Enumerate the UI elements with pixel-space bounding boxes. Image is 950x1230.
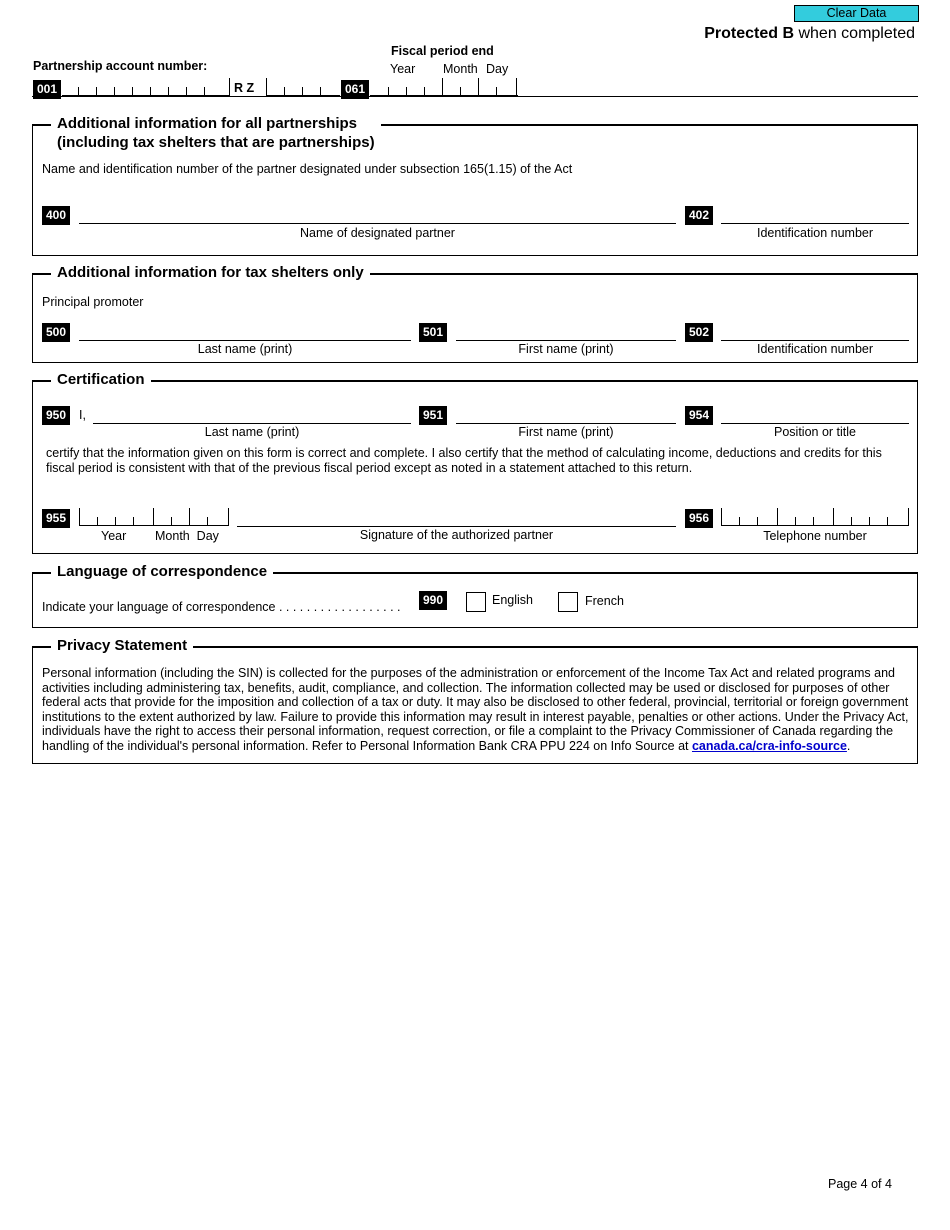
fiscal-day-label: Day bbox=[486, 62, 509, 76]
code-951: 951 bbox=[419, 406, 447, 425]
partnerships-section bbox=[32, 115, 918, 256]
promoter-id-input[interactable] bbox=[721, 340, 909, 341]
promoter-id-label: Identification number bbox=[756, 342, 874, 356]
code-502: 502 bbox=[685, 323, 713, 342]
certifier-last-name-input[interactable] bbox=[93, 423, 411, 424]
certifier-position-input[interactable] bbox=[721, 423, 909, 424]
promoter-last-name-input[interactable] bbox=[79, 340, 411, 341]
promoter-first-name-input[interactable] bbox=[456, 340, 676, 341]
language-prompt: Indicate your language of correspondence . . . . . . . . . . . . . . . . . . bbox=[42, 600, 401, 614]
code-500: 500 bbox=[42, 323, 70, 342]
rz-program-identifier: R Z bbox=[234, 81, 255, 95]
code-001: 001 bbox=[33, 80, 61, 99]
french-label: French bbox=[585, 594, 624, 608]
certifier-first-name-label: First name (print) bbox=[518, 425, 614, 439]
code-990: 990 bbox=[419, 591, 447, 610]
code-400: 400 bbox=[42, 206, 70, 225]
code-061: 061 bbox=[341, 80, 369, 99]
fiscal-year-label: Year bbox=[390, 62, 416, 76]
designated-partner-intro: Name and identification number of the partner designated under subsection 165(1.15) of the Act bbox=[42, 162, 573, 176]
account-number-input[interactable] bbox=[62, 82, 230, 96]
english-checkbox[interactable] bbox=[466, 592, 486, 612]
promoter-first-name-label: First name (print) bbox=[518, 342, 614, 356]
language-section bbox=[32, 563, 918, 628]
certifier-last-name-label: Last name (print) bbox=[204, 425, 300, 439]
fiscal-period-end-label: Fiscal period end bbox=[391, 44, 494, 58]
clear-data-button[interactable]: Clear Data bbox=[794, 5, 919, 22]
promoter-last-name-label: Last name (print) bbox=[197, 342, 293, 356]
english-label: English bbox=[492, 593, 533, 607]
code-954: 954 bbox=[685, 406, 713, 425]
partner-signature-input[interactable] bbox=[237, 526, 676, 527]
privacy-statement: Personal information (including the SIN) is collected for the purposes of the administration or enforcement of the Income Tax Act and related programs and activities including administering tax, benefits, audit, compliance, and collection. The information collected may be used or disclosed for purposes of other federal acts that provide for the imposition and collection of a tax or duty. It may also be disclosed to other federal, provincial, territorial or foreign government institutions to the extent authorized by law. Failure to provide this information may result in interest payable, penalties or other actions. Under the Privacy Act, individuals have the right to access their personal information, request correction, or file a complaint to the Privacy Commissioner of Canada regarding the handling of the individual's personal information. Refer to Personal Information Bank CRA PPU 224 on Info Source at canada.ca/cra-info-source. bbox=[42, 666, 909, 753]
principal-promoter-label: Principal promoter bbox=[42, 295, 144, 309]
certifier-position-label: Position or title bbox=[774, 425, 856, 439]
privacy-section-title: Privacy Statement bbox=[51, 636, 193, 655]
certification-statement: certify that the information given on this form is correct and complete. I also certify that the method of calculating income, deductions and credits for this fiscal period is consistent with that of the previous fiscal period except as noted in a statement attached to this return. bbox=[46, 446, 882, 475]
code-955: 955 bbox=[42, 509, 70, 528]
designated-partner-name-input[interactable] bbox=[79, 223, 676, 224]
certification-section-title: Certification bbox=[51, 370, 151, 389]
certifier-first-name-input[interactable] bbox=[456, 423, 676, 424]
signature-year-label: Year bbox=[101, 529, 127, 543]
account-reference-input[interactable] bbox=[266, 82, 340, 96]
telephone-number-label: Telephone number bbox=[763, 529, 867, 543]
partnership-account-label: Partnership account number: bbox=[33, 59, 208, 73]
cra-info-source-link[interactable]: canada.ca/cra-info-source bbox=[691, 738, 847, 753]
certification-section bbox=[32, 371, 918, 554]
protected-b-notice: Protected B when completed bbox=[704, 25, 915, 42]
signature-date-input[interactable] bbox=[79, 512, 229, 526]
tax-shelters-section bbox=[32, 264, 918, 363]
code-950: 950 bbox=[42, 406, 70, 425]
privacy-section bbox=[32, 637, 918, 764]
designated-partner-id-input[interactable] bbox=[721, 223, 909, 224]
code-501: 501 bbox=[419, 323, 447, 342]
french-checkbox[interactable] bbox=[558, 592, 578, 612]
designated-partner-name-label: Name of designated partner bbox=[300, 226, 455, 240]
code-956: 956 bbox=[685, 509, 713, 528]
page-number: Page 4 of 4 bbox=[828, 1177, 892, 1191]
tax-shelters-section-title: Additional information for tax shelters only bbox=[51, 263, 370, 282]
designated-partner-id-label: Identification number bbox=[756, 226, 874, 240]
code-402: 402 bbox=[685, 206, 713, 225]
certification-i-prefix: I, bbox=[79, 408, 86, 422]
partner-signature-label: Signature of the authorized partner bbox=[359, 528, 554, 542]
fiscal-month-label: Month bbox=[443, 62, 478, 76]
partnerships-section-title: Additional information for all partnerships (including tax shelters that are partnerships) bbox=[51, 114, 381, 152]
signature-month-day-label: Month Day bbox=[155, 529, 219, 543]
fiscal-period-end-input[interactable] bbox=[370, 82, 518, 96]
header-rule bbox=[32, 96, 918, 97]
telephone-number-input[interactable] bbox=[721, 512, 909, 526]
language-section-title: Language of correspondence bbox=[51, 562, 273, 581]
